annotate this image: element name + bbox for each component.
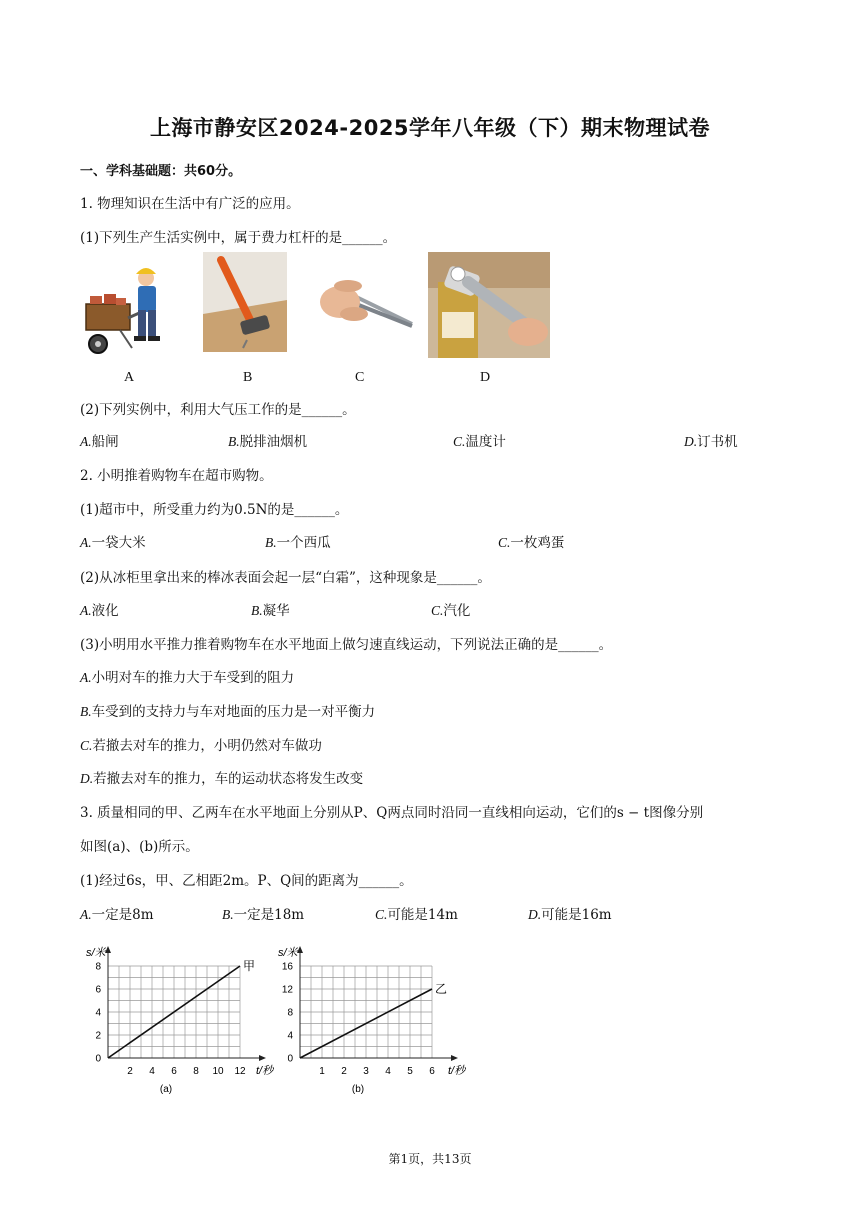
y-tick-label: 2 bbox=[95, 1030, 101, 1042]
q2-p3-option-c[interactable]: C.若撤去对车的推力，小明仍然对车做功 bbox=[80, 738, 322, 754]
x-axis-arrow bbox=[259, 1055, 266, 1061]
q3-stem-line2: 如图(a)、(b)所示。 bbox=[80, 839, 199, 855]
y-tick-label: 4 bbox=[287, 1030, 293, 1042]
chart-caption: (b) bbox=[351, 1084, 365, 1095]
q2-part3: (3)小明用水平推力推着购物车在水平地面上做匀速直线运动，下列说法正确的是______。 bbox=[80, 637, 613, 653]
pic-label-d: D bbox=[480, 370, 491, 385]
q2-p2-option-b[interactable]: B.凝华 bbox=[251, 603, 290, 619]
x-tick-label: 2 bbox=[341, 1066, 347, 1077]
x-tick-label: 3 bbox=[363, 1066, 369, 1077]
q3-p1-option-c[interactable]: C.可能是14m bbox=[375, 907, 458, 923]
hammer-picture bbox=[203, 252, 287, 352]
q1-p2-option-c[interactable]: C.温度计 bbox=[453, 434, 506, 450]
y-axis-label: s/米 bbox=[278, 947, 298, 959]
q3-p1-option-d[interactable]: D.可能是16m bbox=[528, 907, 612, 923]
q2-part1: (1)超市中，所受重力约为0.5N的是______。 bbox=[80, 502, 349, 518]
wheelbarrow-picture bbox=[80, 252, 176, 356]
x-tick-label: 1 bbox=[319, 1066, 325, 1077]
q2-p3-option-d[interactable]: D.若撤去对车的推力，车的运动状态将发生改变 bbox=[80, 771, 364, 787]
q1-part2: (2)下列实例中，利用大气压工作的是______。 bbox=[80, 402, 356, 418]
q2-part2: (2)从冰柜里拿出来的棒冰表面会起一层“白霜”，这种现象是______。 bbox=[80, 570, 491, 586]
q1-p2-option-d[interactable]: D.订书机 bbox=[684, 434, 738, 450]
x-tick-label: 4 bbox=[385, 1066, 391, 1077]
x-axis-label: t/秒 bbox=[448, 1065, 466, 1077]
x-tick-label: 5 bbox=[407, 1066, 413, 1077]
st-graph-b bbox=[270, 936, 470, 1098]
q3-stem-line1: 3. 质量相同的甲、乙两车在水平地面上分别从P、Q两点同时沿同一直线相向运动，它们的s − t图像分别 bbox=[80, 805, 704, 821]
y-tick-label: 12 bbox=[281, 984, 293, 996]
q1-stem: 1. 物理知识在生活中有广泛的应用。 bbox=[80, 196, 300, 212]
pic-label-b: B bbox=[243, 370, 253, 385]
y-tick-label: 4 bbox=[95, 1007, 101, 1019]
q1-part1: (1)下列生产生活实例中，属于费力杠杆的是______。 bbox=[80, 230, 397, 246]
q3-p1-option-b[interactable]: B.一定是18m bbox=[222, 907, 305, 923]
st-graph-a bbox=[78, 936, 278, 1098]
chart-caption: (a) bbox=[159, 1084, 173, 1095]
x-tick-label: 2 bbox=[127, 1066, 133, 1077]
q3-p1-option-a[interactable]: A.一定是8m bbox=[80, 907, 154, 923]
pic-label-c: C bbox=[355, 370, 365, 385]
x-axis-arrow bbox=[451, 1055, 458, 1061]
bottle-opener-picture bbox=[428, 252, 550, 358]
y-tick-label: 6 bbox=[95, 984, 101, 996]
series-label: 甲 bbox=[243, 959, 256, 973]
q2-p2-option-c[interactable]: C.汽化 bbox=[431, 603, 471, 619]
y-tick-label: 8 bbox=[95, 961, 101, 973]
x-tick-label: 8 bbox=[193, 1066, 199, 1077]
x-tick-label: 12 bbox=[234, 1066, 246, 1077]
q2-p1-option-a[interactable]: A.一袋大米 bbox=[80, 535, 146, 551]
q2-p3-option-b[interactable]: B.车受到的支持力与车对地面的压力是一对平衡力 bbox=[80, 704, 376, 720]
y-tick-label: 8 bbox=[287, 1007, 293, 1019]
y-tick-label: 0 bbox=[95, 1053, 101, 1065]
exam-title: 上海市静安区2024-2025学年八年级（下）期末物理试卷 bbox=[149, 116, 711, 140]
y-tick-label: 16 bbox=[281, 961, 293, 973]
x-tick-label: 6 bbox=[171, 1066, 177, 1077]
q2-stem: 2. 小明推着购物车在超市购物。 bbox=[80, 468, 273, 484]
y-axis-arrow bbox=[297, 946, 303, 953]
q1-p2-option-a[interactable]: A.船闸 bbox=[80, 434, 119, 450]
q2-p1-option-c[interactable]: C.一枚鸡蛋 bbox=[498, 535, 565, 551]
page-footer: 第1页，共13页 bbox=[388, 1152, 472, 1166]
y-axis-arrow bbox=[105, 946, 111, 953]
section-heading: 一、学科基础题：共60分。 bbox=[80, 164, 242, 179]
q2-p3-option-a[interactable]: A.小明对车的推力大于车受到的阻力 bbox=[80, 670, 295, 686]
y-tick-label: 0 bbox=[287, 1053, 293, 1065]
q2-p1-option-b[interactable]: B.一个西瓜 bbox=[265, 535, 331, 551]
x-axis-label: t/秒 bbox=[256, 1065, 274, 1077]
series-label: 乙 bbox=[435, 982, 448, 996]
q1-p2-option-b[interactable]: B.脱排油烟机 bbox=[228, 434, 308, 450]
x-tick-label: 10 bbox=[212, 1066, 224, 1077]
q3-part1: (1)经过6s，甲、乙相距2m。P、Q间的距离为______。 bbox=[80, 873, 413, 889]
q2-p2-option-a[interactable]: A.液化 bbox=[80, 603, 119, 619]
y-axis-label: s/米 bbox=[86, 947, 106, 959]
tweezers-picture bbox=[318, 252, 414, 352]
x-tick-label: 4 bbox=[149, 1066, 155, 1077]
x-tick-label: 6 bbox=[429, 1066, 435, 1077]
pic-label-a: A bbox=[124, 370, 135, 385]
